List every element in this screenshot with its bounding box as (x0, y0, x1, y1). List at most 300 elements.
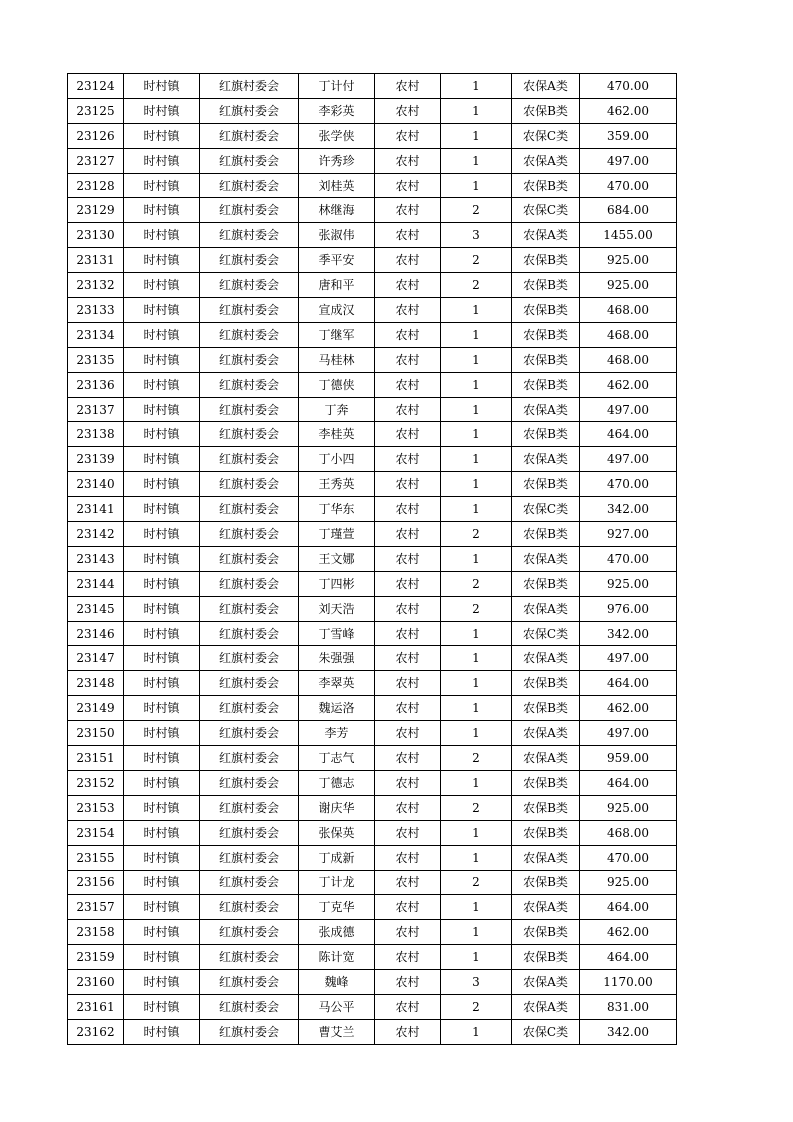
table-row (68, 795, 677, 820)
insurance-category-cell: 农保A类 (512, 845, 580, 870)
name-cell: 李彩英 (299, 98, 375, 123)
table-row (68, 671, 677, 696)
amount-cell: 927.00 (580, 522, 677, 547)
household-type-cell: 农村 (375, 322, 441, 347)
town-cell: 时村镇 (124, 173, 200, 198)
town-cell: 时村镇 (124, 646, 200, 671)
household-type-cell: 农村 (375, 671, 441, 696)
village-committee-cell: 红旗村委会 (200, 397, 299, 422)
record-id-cell: 23125 (68, 98, 124, 123)
table-row (68, 248, 677, 273)
person-count-cell: 1 (441, 447, 512, 472)
person-count-cell: 2 (441, 870, 512, 895)
household-type-cell: 农村 (375, 571, 441, 596)
insurance-category-cell: 农保A类 (512, 721, 580, 746)
person-count-cell: 2 (441, 596, 512, 621)
record-id-cell: 23145 (68, 596, 124, 621)
household-type-cell: 农村 (375, 298, 441, 323)
record-id-cell: 23155 (68, 845, 124, 870)
village-committee-cell: 红旗村委会 (200, 696, 299, 721)
name-cell: 谢庆华 (299, 795, 375, 820)
amount-cell: 925.00 (580, 870, 677, 895)
insurance-category-cell: 农保B类 (512, 920, 580, 945)
person-count-cell: 1 (441, 98, 512, 123)
name-cell: 丁德志 (299, 770, 375, 795)
village-committee-cell: 红旗村委会 (200, 497, 299, 522)
table-row (68, 198, 677, 223)
name-cell: 丁德侠 (299, 372, 375, 397)
insurance-category-cell: 农保B类 (512, 770, 580, 795)
town-cell: 时村镇 (124, 98, 200, 123)
household-type-cell: 农村 (375, 746, 441, 771)
table-row (68, 223, 677, 248)
record-id-cell: 23148 (68, 671, 124, 696)
table-row (68, 497, 677, 522)
name-cell: 李桂英 (299, 422, 375, 447)
town-cell: 时村镇 (124, 746, 200, 771)
town-cell: 时村镇 (124, 920, 200, 945)
insurance-category-cell: 农保B类 (512, 795, 580, 820)
household-type-cell: 农村 (375, 721, 441, 746)
name-cell: 丁成新 (299, 845, 375, 870)
person-count-cell: 2 (441, 746, 512, 771)
insurance-category-cell: 农保B类 (512, 347, 580, 372)
village-committee-cell: 红旗村委会 (200, 1019, 299, 1044)
insurance-category-cell: 农保B类 (512, 422, 580, 447)
town-cell: 时村镇 (124, 970, 200, 995)
town-cell: 时村镇 (124, 945, 200, 970)
household-type-cell: 农村 (375, 895, 441, 920)
person-count-cell: 1 (441, 845, 512, 870)
town-cell: 时村镇 (124, 497, 200, 522)
name-cell: 朱强强 (299, 646, 375, 671)
person-count-cell: 2 (441, 795, 512, 820)
name-cell: 李芳 (299, 721, 375, 746)
amount-cell: 462.00 (580, 920, 677, 945)
table-row (68, 845, 677, 870)
record-id-cell: 23152 (68, 770, 124, 795)
town-cell: 时村镇 (124, 422, 200, 447)
village-committee-cell: 红旗村委会 (200, 447, 299, 472)
record-id-cell: 23139 (68, 447, 124, 472)
amount-cell: 359.00 (580, 123, 677, 148)
table-row (68, 98, 677, 123)
insurance-category-cell: 农保B类 (512, 173, 580, 198)
name-cell: 丁小四 (299, 447, 375, 472)
record-id-cell: 23161 (68, 994, 124, 1019)
village-committee-cell: 红旗村委会 (200, 223, 299, 248)
village-committee-cell: 红旗村委会 (200, 422, 299, 447)
amount-cell: 464.00 (580, 895, 677, 920)
person-count-cell: 1 (441, 696, 512, 721)
town-cell: 时村镇 (124, 472, 200, 497)
insurance-category-cell: 农保A类 (512, 546, 580, 571)
amount-cell: 468.00 (580, 347, 677, 372)
record-id-cell: 23157 (68, 895, 124, 920)
person-count-cell: 1 (441, 397, 512, 422)
village-committee-cell: 红旗村委会 (200, 173, 299, 198)
insurance-category-cell: 农保A类 (512, 646, 580, 671)
insurance-category-cell: 农保A类 (512, 895, 580, 920)
household-type-cell: 农村 (375, 74, 441, 99)
table-row (68, 895, 677, 920)
town-cell: 时村镇 (124, 596, 200, 621)
table-row (68, 148, 677, 173)
person-count-cell: 2 (441, 994, 512, 1019)
record-id-cell: 23135 (68, 347, 124, 372)
household-type-cell: 农村 (375, 447, 441, 472)
village-committee-cell: 红旗村委会 (200, 920, 299, 945)
insurance-category-cell: 农保A类 (512, 994, 580, 1019)
insurance-category-cell: 农保B类 (512, 322, 580, 347)
person-count-cell: 1 (441, 123, 512, 148)
name-cell: 丁志气 (299, 746, 375, 771)
village-committee-cell: 红旗村委会 (200, 646, 299, 671)
household-type-cell: 农村 (375, 1019, 441, 1044)
name-cell: 刘天浩 (299, 596, 375, 621)
table-row (68, 522, 677, 547)
village-committee-cell: 红旗村委会 (200, 721, 299, 746)
insurance-category-cell: 农保B类 (512, 98, 580, 123)
village-committee-cell: 红旗村委会 (200, 347, 299, 372)
record-id-cell: 23143 (68, 546, 124, 571)
person-count-cell: 1 (441, 173, 512, 198)
table-row (68, 173, 677, 198)
amount-cell: 497.00 (580, 447, 677, 472)
household-type-cell: 农村 (375, 621, 441, 646)
person-count-cell: 2 (441, 522, 512, 547)
town-cell: 时村镇 (124, 372, 200, 397)
record-id-cell: 23146 (68, 621, 124, 646)
name-cell: 魏峰 (299, 970, 375, 995)
name-cell: 宣成汉 (299, 298, 375, 323)
amount-cell: 462.00 (580, 372, 677, 397)
household-type-cell: 农村 (375, 173, 441, 198)
town-cell: 时村镇 (124, 397, 200, 422)
town-cell: 时村镇 (124, 347, 200, 372)
record-id-cell: 23126 (68, 123, 124, 148)
town-cell: 时村镇 (124, 795, 200, 820)
village-committee-cell: 红旗村委会 (200, 248, 299, 273)
household-type-cell: 农村 (375, 820, 441, 845)
table-row (68, 447, 677, 472)
insurance-category-cell: 农保A类 (512, 74, 580, 99)
table-row (68, 746, 677, 771)
table-row (68, 571, 677, 596)
name-cell: 丁继军 (299, 322, 375, 347)
amount-cell: 470.00 (580, 74, 677, 99)
amount-cell: 925.00 (580, 248, 677, 273)
table-row (68, 696, 677, 721)
household-type-cell: 农村 (375, 870, 441, 895)
town-cell: 时村镇 (124, 845, 200, 870)
amount-cell: 462.00 (580, 696, 677, 721)
amount-cell: 470.00 (580, 173, 677, 198)
record-id-cell: 23144 (68, 571, 124, 596)
town-cell: 时村镇 (124, 447, 200, 472)
household-type-cell: 农村 (375, 596, 441, 621)
town-cell: 时村镇 (124, 522, 200, 547)
insurance-category-cell: 农保A类 (512, 223, 580, 248)
person-count-cell: 1 (441, 372, 512, 397)
amount-cell: 959.00 (580, 746, 677, 771)
name-cell: 丁四彬 (299, 571, 375, 596)
amount-cell: 497.00 (580, 646, 677, 671)
town-cell: 时村镇 (124, 870, 200, 895)
household-type-cell: 农村 (375, 994, 441, 1019)
record-id-cell: 23137 (68, 397, 124, 422)
name-cell: 魏运洛 (299, 696, 375, 721)
village-committee-cell: 红旗村委会 (200, 148, 299, 173)
record-id-cell: 23160 (68, 970, 124, 995)
amount-cell: 468.00 (580, 298, 677, 323)
record-id-cell: 23151 (68, 746, 124, 771)
roster-table-body (68, 74, 677, 1045)
record-id-cell: 23131 (68, 248, 124, 273)
person-count-cell: 1 (441, 148, 512, 173)
town-cell: 时村镇 (124, 621, 200, 646)
household-type-cell: 农村 (375, 970, 441, 995)
amount-cell: 684.00 (580, 198, 677, 223)
village-committee-cell: 红旗村委会 (200, 770, 299, 795)
town-cell: 时村镇 (124, 546, 200, 571)
insurance-category-cell: 农保A类 (512, 148, 580, 173)
person-count-cell: 1 (441, 422, 512, 447)
household-type-cell: 农村 (375, 248, 441, 273)
name-cell: 王秀英 (299, 472, 375, 497)
record-id-cell: 23127 (68, 148, 124, 173)
town-cell: 时村镇 (124, 1019, 200, 1044)
person-count-cell: 1 (441, 322, 512, 347)
village-committee-cell: 红旗村委会 (200, 74, 299, 99)
person-count-cell: 1 (441, 920, 512, 945)
amount-cell: 342.00 (580, 621, 677, 646)
name-cell: 张学侠 (299, 123, 375, 148)
name-cell: 丁华东 (299, 497, 375, 522)
insurance-category-cell: 农保B类 (512, 671, 580, 696)
name-cell: 丁雪峰 (299, 621, 375, 646)
village-committee-cell: 红旗村委会 (200, 198, 299, 223)
insurance-category-cell: 农保A类 (512, 746, 580, 771)
table-row (68, 422, 677, 447)
table-row (68, 820, 677, 845)
town-cell: 时村镇 (124, 148, 200, 173)
village-committee-cell: 红旗村委会 (200, 273, 299, 298)
name-cell: 陈计宽 (299, 945, 375, 970)
village-committee-cell: 红旗村委会 (200, 298, 299, 323)
insurance-category-cell: 农保C类 (512, 198, 580, 223)
record-id-cell: 23138 (68, 422, 124, 447)
record-id-cell: 23124 (68, 74, 124, 99)
record-id-cell: 23132 (68, 273, 124, 298)
village-committee-cell: 红旗村委会 (200, 98, 299, 123)
table-row (68, 646, 677, 671)
person-count-cell: 1 (441, 497, 512, 522)
table-row (68, 920, 677, 945)
person-count-cell: 1 (441, 770, 512, 795)
village-committee-cell: 红旗村委会 (200, 522, 299, 547)
insurance-category-cell: 农保A类 (512, 447, 580, 472)
village-committee-cell: 红旗村委会 (200, 746, 299, 771)
record-id-cell: 23158 (68, 920, 124, 945)
household-type-cell: 农村 (375, 522, 441, 547)
record-id-cell: 23162 (68, 1019, 124, 1044)
village-committee-cell: 红旗村委会 (200, 123, 299, 148)
record-id-cell: 23156 (68, 870, 124, 895)
table-row (68, 870, 677, 895)
person-count-cell: 1 (441, 621, 512, 646)
name-cell: 丁瑾萱 (299, 522, 375, 547)
town-cell: 时村镇 (124, 994, 200, 1019)
town-cell: 时村镇 (124, 895, 200, 920)
person-count-cell: 3 (441, 223, 512, 248)
insurance-category-cell: 农保A类 (512, 397, 580, 422)
name-cell: 林继海 (299, 198, 375, 223)
insurance-category-cell: 农保B类 (512, 472, 580, 497)
table-row (68, 770, 677, 795)
person-count-cell: 1 (441, 347, 512, 372)
household-type-cell: 农村 (375, 845, 441, 870)
record-id-cell: 23141 (68, 497, 124, 522)
person-count-cell: 1 (441, 671, 512, 696)
village-committee-cell: 红旗村委会 (200, 895, 299, 920)
household-type-cell: 农村 (375, 646, 441, 671)
amount-cell: 470.00 (580, 845, 677, 870)
village-committee-cell: 红旗村委会 (200, 671, 299, 696)
person-count-cell: 2 (441, 248, 512, 273)
table-row (68, 372, 677, 397)
amount-cell: 464.00 (580, 671, 677, 696)
record-id-cell: 23147 (68, 646, 124, 671)
village-committee-cell: 红旗村委会 (200, 472, 299, 497)
amount-cell: 497.00 (580, 721, 677, 746)
town-cell: 时村镇 (124, 223, 200, 248)
town-cell: 时村镇 (124, 248, 200, 273)
household-type-cell: 农村 (375, 472, 441, 497)
name-cell: 马桂林 (299, 347, 375, 372)
record-id-cell: 23130 (68, 223, 124, 248)
amount-cell: 468.00 (580, 322, 677, 347)
amount-cell: 831.00 (580, 994, 677, 1019)
household-type-cell: 农村 (375, 422, 441, 447)
name-cell: 张保英 (299, 820, 375, 845)
insurance-category-cell: 农保B类 (512, 298, 580, 323)
record-id-cell: 23154 (68, 820, 124, 845)
table-row (68, 347, 677, 372)
amount-cell: 468.00 (580, 820, 677, 845)
village-committee-cell: 红旗村委会 (200, 372, 299, 397)
village-committee-cell: 红旗村委会 (200, 870, 299, 895)
table-row (68, 596, 677, 621)
village-committee-cell: 红旗村委会 (200, 596, 299, 621)
name-cell: 丁克华 (299, 895, 375, 920)
household-type-cell: 农村 (375, 223, 441, 248)
table-row (68, 994, 677, 1019)
record-id-cell: 23150 (68, 721, 124, 746)
person-count-cell: 2 (441, 198, 512, 223)
insurance-category-cell: 农保C类 (512, 621, 580, 646)
name-cell: 曹艾兰 (299, 1019, 375, 1044)
table-row (68, 546, 677, 571)
name-cell: 马公平 (299, 994, 375, 1019)
person-count-cell: 1 (441, 945, 512, 970)
amount-cell: 497.00 (580, 397, 677, 422)
town-cell: 时村镇 (124, 721, 200, 746)
person-count-cell: 1 (441, 74, 512, 99)
insurance-category-cell: 农保B类 (512, 820, 580, 845)
household-type-cell: 农村 (375, 945, 441, 970)
insurance-category-cell: 农保B类 (512, 248, 580, 273)
household-type-cell: 农村 (375, 198, 441, 223)
person-count-cell: 3 (441, 970, 512, 995)
amount-cell: 925.00 (580, 273, 677, 298)
town-cell: 时村镇 (124, 322, 200, 347)
amount-cell: 925.00 (580, 571, 677, 596)
table-row (68, 721, 677, 746)
table-row (68, 621, 677, 646)
name-cell: 丁计付 (299, 74, 375, 99)
town-cell: 时村镇 (124, 273, 200, 298)
table-row (68, 1019, 677, 1044)
person-count-cell: 1 (441, 820, 512, 845)
amount-cell: 925.00 (580, 795, 677, 820)
village-committee-cell: 红旗村委会 (200, 322, 299, 347)
insurance-category-cell: 农保B类 (512, 372, 580, 397)
amount-cell: 464.00 (580, 770, 677, 795)
town-cell: 时村镇 (124, 770, 200, 795)
record-id-cell: 23129 (68, 198, 124, 223)
household-type-cell: 农村 (375, 347, 441, 372)
town-cell: 时村镇 (124, 671, 200, 696)
amount-cell: 464.00 (580, 945, 677, 970)
village-committee-cell: 红旗村委会 (200, 795, 299, 820)
table-row (68, 298, 677, 323)
table-row (68, 273, 677, 298)
town-cell: 时村镇 (124, 298, 200, 323)
town-cell: 时村镇 (124, 571, 200, 596)
table-row (68, 472, 677, 497)
amount-cell: 1170.00 (580, 970, 677, 995)
village-committee-cell: 红旗村委会 (200, 820, 299, 845)
insurance-category-cell: 农保C类 (512, 123, 580, 148)
record-id-cell: 23134 (68, 322, 124, 347)
amount-cell: 464.00 (580, 422, 677, 447)
insurance-category-cell: 农保C类 (512, 1019, 580, 1044)
village-committee-cell: 红旗村委会 (200, 546, 299, 571)
person-count-cell: 1 (441, 895, 512, 920)
name-cell: 丁奔 (299, 397, 375, 422)
insurance-category-cell: 农保A类 (512, 970, 580, 995)
insurance-category-cell: 农保B类 (512, 870, 580, 895)
person-count-cell: 2 (441, 273, 512, 298)
amount-cell: 976.00 (580, 596, 677, 621)
household-type-cell: 农村 (375, 920, 441, 945)
record-id-cell: 23149 (68, 696, 124, 721)
name-cell: 季平安 (299, 248, 375, 273)
household-type-cell: 农村 (375, 795, 441, 820)
town-cell: 时村镇 (124, 820, 200, 845)
household-type-cell: 农村 (375, 546, 441, 571)
person-count-cell: 1 (441, 546, 512, 571)
person-count-cell: 1 (441, 472, 512, 497)
person-count-cell: 1 (441, 721, 512, 746)
record-id-cell: 23128 (68, 173, 124, 198)
table-row (68, 322, 677, 347)
amount-cell: 497.00 (580, 148, 677, 173)
record-id-cell: 23159 (68, 945, 124, 970)
amount-cell: 470.00 (580, 546, 677, 571)
household-type-cell: 农村 (375, 770, 441, 795)
